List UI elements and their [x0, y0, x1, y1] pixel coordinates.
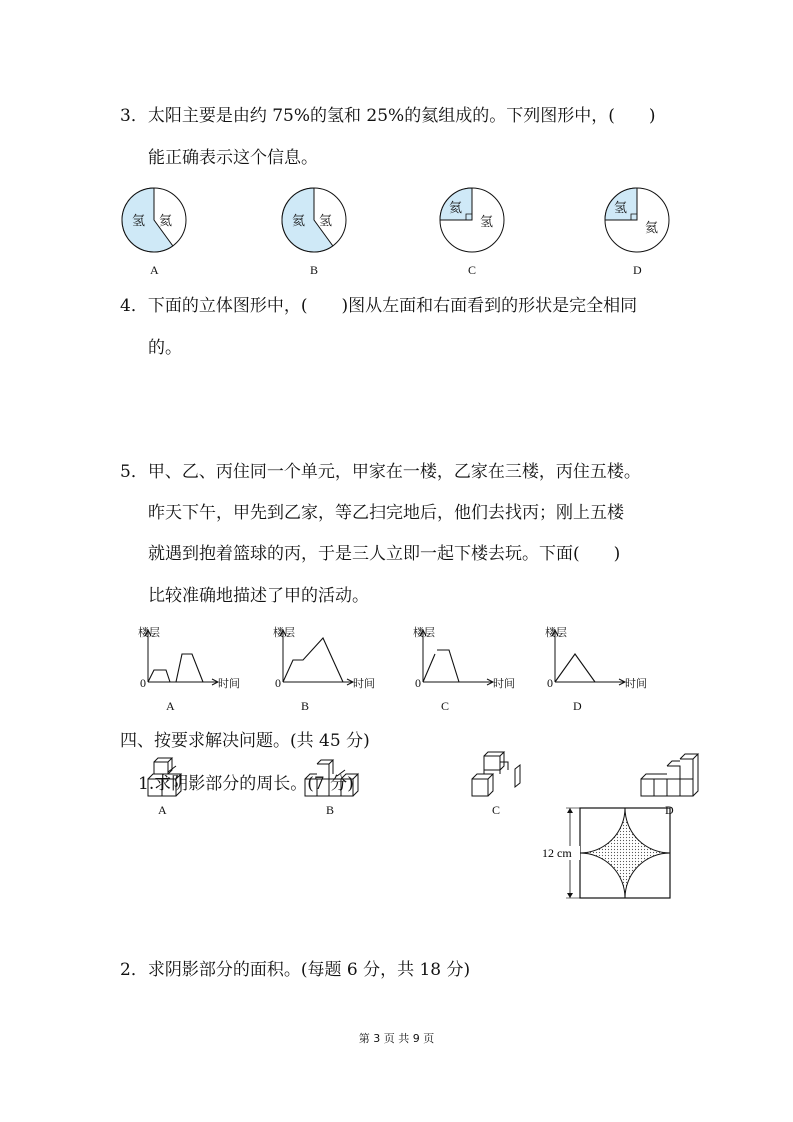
graph-line — [148, 654, 203, 682]
page-footer: 第 3 页 共 9 页 — [358, 1032, 435, 1045]
pie-option-c — [440, 188, 504, 277]
pie-label-shaded: 氦 — [292, 214, 306, 229]
shaded-star-figure — [538, 800, 688, 910]
cube-figure-d — [641, 754, 698, 796]
graph-origin: 0 — [275, 676, 281, 690]
pie-label-other: 氦 — [645, 221, 659, 236]
pie-label-other: 氢 — [480, 215, 494, 230]
pie-option-b — [282, 188, 346, 277]
q4-line2: 的。 — [148, 338, 182, 358]
graph-line — [283, 638, 343, 682]
q5-line2: 昨天下午，甲先到乙家，等乙扫完地后，他们去找丙；刚上五楼 — [148, 503, 624, 523]
graph-origin: 0 — [140, 676, 146, 690]
graph-xlabel: 时间 — [353, 677, 375, 690]
floor-time-graph-b — [273, 625, 375, 713]
q3-line2: 能正确表示这个信息。 — [148, 148, 318, 168]
graph-ylabel: 楼层 — [273, 626, 295, 639]
graph-origin: 0 — [415, 676, 421, 690]
q5-line4: 比较准确地描述了甲的活动。 — [148, 586, 369, 606]
pie-option-label: C — [468, 263, 477, 277]
pie-label-other: 氢 — [319, 214, 333, 229]
graph-option-label: B — [301, 699, 310, 713]
q5-graph-options — [0, 620, 793, 720]
q4-line1: 4．下面的立体图形中，( )图从左面和右面看到的形状是完全相同 — [120, 296, 638, 316]
q3-pie-options — [0, 182, 793, 282]
graph-line — [423, 650, 459, 682]
graph-ylabel: 楼层 — [545, 626, 567, 639]
pie-option-label: D — [633, 263, 642, 277]
graph-line — [555, 654, 595, 682]
graph-xlabel: 时间 — [218, 677, 240, 690]
q3-line1: 3．太阳主要是由约 75%的氢和 25%的氦组成的。下列图形中，( ) — [120, 106, 656, 126]
pie-option-d — [605, 188, 669, 277]
pie-label-other: 氦 — [159, 214, 173, 229]
q4-label-a: A — [158, 803, 167, 817]
section4-title: 四、按要求解决问题。(共 45 分) — [120, 731, 370, 751]
graph-option-label: D — [573, 699, 582, 713]
q4-label-b: B — [326, 803, 335, 817]
section4-problem1: 1.求阴影部分的周长。(7 分) — [138, 774, 354, 794]
q4-label-c: C — [492, 803, 501, 817]
graph-ylabel: 楼层 — [413, 626, 435, 639]
pie-label-shaded: 氢 — [132, 214, 146, 229]
graph-ylabel: 楼层 — [138, 626, 160, 639]
cube-figure-c — [472, 752, 520, 796]
graph-option-label: A — [166, 699, 175, 713]
section4-problem2: 2．求阴影部分的面积。(每题 6 分，共 18 分) — [120, 960, 471, 980]
dimension-label: 12 cm — [542, 846, 572, 860]
graph-option-label: C — [441, 699, 450, 713]
pie-label-shaded: 氢 — [614, 201, 628, 216]
pie-label-shaded: 氦 — [449, 201, 463, 216]
q5-line3: 就遇到抱着篮球的丙，于是三人立即一起下楼去玩。下面( ) — [148, 544, 621, 564]
floor-time-graph-d — [545, 625, 647, 713]
graph-xlabel: 时间 — [625, 677, 647, 690]
q5-line1: 5．甲、乙、丙住同一个单元，甲家在一楼，乙家在三楼，丙住五楼。 — [120, 462, 641, 482]
pie-option-label: A — [150, 263, 159, 277]
pie-option-label: B — [310, 263, 319, 277]
q4-label-d: D — [665, 803, 674, 817]
graph-xlabel: 时间 — [493, 677, 515, 690]
floor-time-graph-a — [138, 625, 240, 713]
pie-option-a — [122, 188, 186, 277]
floor-time-graph-c — [413, 625, 515, 713]
graph-origin: 0 — [547, 676, 553, 690]
